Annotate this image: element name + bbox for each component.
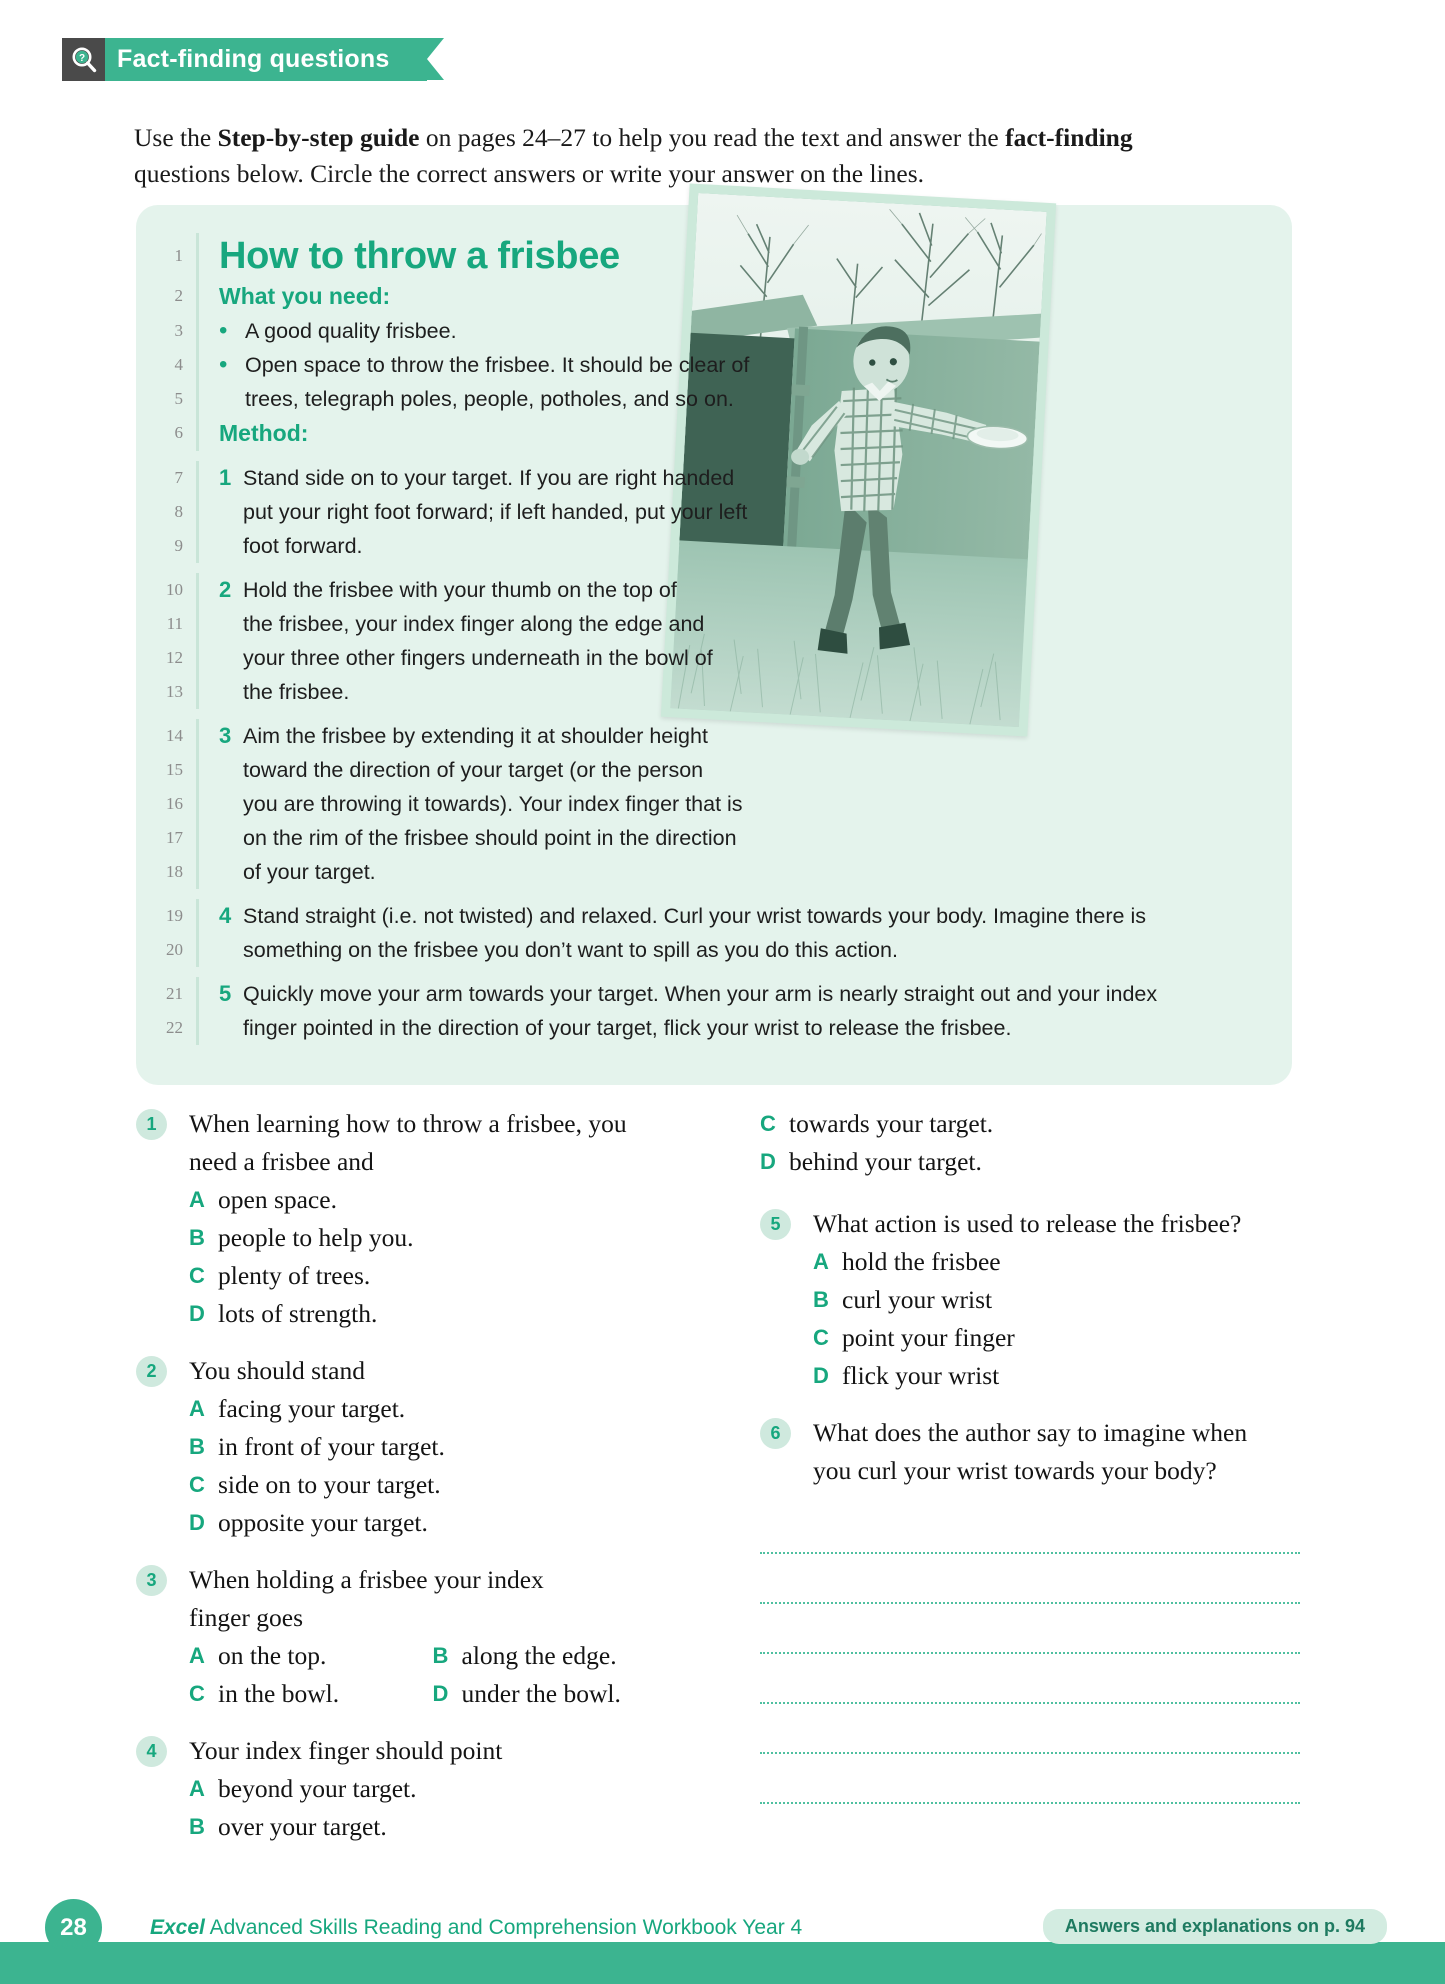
option-b[interactable] [189,1808,676,1846]
option-b[interactable] [433,1637,677,1675]
need-text: Open space to throw the frisbee. It should be clear of [245,353,750,377]
passage-line [154,899,1272,933]
question-text-line: need a frisbee and [189,1147,374,1176]
option-text: hold the frisbee [842,1247,1001,1276]
option-letter: A [189,1643,205,1668]
option-d[interactable] [813,1357,1300,1395]
option-a[interactable] [813,1243,1300,1281]
option-letter: B [189,1814,205,1839]
question-text [167,1561,676,1637]
question-text-line: finger goes [189,1603,304,1632]
line-number: 1 [174,246,183,265]
footer-bar [0,1942,1445,1984]
question-text-line: When learning how to throw a frisbee, you [189,1109,627,1138]
options-list [136,1637,676,1713]
option-d[interactable] [760,1143,1300,1181]
option-text: facing your target. [218,1394,406,1423]
footer-book-title [150,1916,802,1940]
option-letter: D [760,1149,776,1174]
step-text-cont: you are throwing it towards). Your index finger that is [243,792,743,816]
option-d[interactable] [189,1295,676,1333]
option-letter: D [813,1363,829,1388]
step-text: Quickly move your arm towards your target. When your arm is nearly straight out and your index [243,982,1158,1006]
question-number-badge: 3 [136,1565,167,1596]
brand-name: Excel [150,1916,205,1939]
option-letter: B [813,1287,829,1312]
answer-line[interactable] [760,1754,1300,1804]
option-c[interactable] [189,1257,676,1295]
page-title: Fact-finding questions [117,45,390,73]
option-letter: C [189,1472,205,1497]
option-letter: C [813,1325,829,1350]
line-number: 14 [166,726,183,745]
question-5 [760,1205,1300,1395]
option-letter: A [189,1396,205,1421]
option-text: lots of strength. [218,1299,378,1328]
option-text: flick your wrist [842,1361,1000,1390]
instructions [134,120,1239,192]
step-text-cont: the frisbee, your index finger along the edge and [243,612,705,636]
answer-line[interactable] [760,1554,1300,1604]
answer-line[interactable] [760,1654,1300,1704]
line-number: 18 [166,862,183,881]
option-text: plenty of trees. [218,1261,371,1290]
question-3 [136,1561,676,1713]
passage-line [154,607,1272,641]
question-text [167,1732,676,1770]
question-text [167,1352,676,1390]
line-number: 21 [166,984,183,1003]
step-number: 1 [219,465,232,490]
line-number: 8 [174,502,183,521]
intro-bold-guide: Step-by-step guide [217,123,420,152]
bullet-icon: • [219,351,228,378]
options-list [136,1390,676,1542]
option-text: along the edge. [461,1641,617,1670]
passage-line [154,382,1272,416]
passage-line [154,1011,1272,1045]
option-text: over your target. [218,1812,387,1841]
option-c[interactable] [760,1105,1300,1143]
line-number: 15 [166,760,183,779]
option-c[interactable] [189,1675,433,1713]
option-letter: B [432,1643,449,1668]
line-number: 12 [166,648,183,667]
step-text-cont: the frisbee. [243,680,350,704]
option-text: towards your target. [789,1109,994,1138]
question-text-line: You should stand [189,1356,365,1385]
answer-line[interactable] [760,1504,1300,1554]
question-number-badge: 6 [760,1418,791,1449]
intro-text-c: on pages 24–27 to help you read the text and answer the [419,123,1006,152]
line-number: 5 [174,389,183,408]
header-banner [103,38,427,81]
question-text-line: What does the author say to imagine when [813,1418,1248,1447]
passage-line [154,573,1272,607]
step-text-cont: finger pointed in the direction of your target, flick your wrist to release the frisbee. [243,1016,1012,1040]
line-number: 3 [174,321,183,340]
heading-method: Method: [219,420,309,446]
method-step [219,573,1272,607]
option-c[interactable] [189,1466,676,1504]
question-text [791,1414,1300,1490]
option-b[interactable] [813,1281,1300,1319]
option-a[interactable] [189,1181,676,1219]
passage-line [154,933,1272,967]
option-text: side on to your target. [218,1470,441,1499]
line-number: 16 [166,794,183,813]
option-text: on the top. [218,1641,327,1670]
need-bullet [219,314,1272,348]
intro-line2: questions below. Circle the correct answers or write your answer on the lines. [134,159,925,188]
option-letter: C [760,1111,776,1136]
step-text-cont: foot forward. [243,534,363,558]
options-list [136,1770,676,1846]
passage-line [154,787,1272,821]
option-text: under the bowl. [461,1679,621,1708]
line-number: 2 [174,286,183,305]
option-text: people to help you. [218,1223,414,1252]
option-b[interactable] [189,1219,676,1257]
passage-line [154,529,1272,563]
passage-line [154,495,1272,529]
passage-line [154,855,1272,889]
question-text-line: What action is used to release the frisbee? [813,1209,1242,1238]
questions-column-left [136,1105,676,1865]
question-4-continued [760,1105,1300,1181]
question-text [791,1205,1300,1243]
passage-line [154,279,1272,314]
option-text: open space. [218,1185,337,1214]
passage-title: How to throw a frisbee [219,235,620,277]
option-text: beyond your target. [218,1774,417,1803]
passage-line [154,461,1272,495]
option-d[interactable] [433,1675,677,1713]
method-step [219,719,1272,753]
method-step [219,461,1272,495]
option-letter: D [432,1681,449,1706]
option-b[interactable] [189,1428,676,1466]
page-number: 28 [45,1899,102,1956]
passage-content [154,233,1272,1075]
line-number: 6 [174,423,183,442]
line-number: 22 [166,1018,183,1037]
option-a[interactable] [189,1390,676,1428]
question-number-badge: 1 [136,1109,167,1140]
answers-note: Answers and explanations on p. 94 [1043,1909,1387,1944]
step-number: 2 [219,577,232,602]
options-list [136,1181,676,1333]
question-text-line: you curl your wrist towards your body? [813,1456,1217,1485]
question-6 [760,1414,1300,1804]
intro-text-a: Use the [134,123,218,152]
step-text-cont: put your right foot forward; if left handed, put your left [243,500,748,524]
passage-line [154,641,1272,675]
question-number-badge: 5 [760,1209,791,1240]
page-header [62,38,427,81]
passage-line [154,753,1272,787]
line-number: 7 [174,468,183,487]
option-text: behind your target. [789,1147,982,1176]
question-2 [136,1352,676,1542]
option-a[interactable] [189,1637,433,1675]
question-text-line: When holding a frisbee your index [189,1565,544,1594]
option-letter: A [189,1187,205,1212]
line-number: 11 [166,614,183,633]
answer-lines [760,1504,1300,1804]
intro-bold-factfinding: fact-finding [1005,123,1133,152]
passage-line [154,233,1272,279]
svg-text:?: ? [78,52,85,64]
question-text-line: Your index finger should point [189,1736,503,1765]
option-text: in front of your target. [218,1432,445,1461]
option-letter: C [189,1263,205,1288]
option-c[interactable] [813,1319,1300,1357]
step-text: Stand straight (i.e. not twisted) and relaxed. Curl your wrist towards your body. Imagine there is [243,904,1147,928]
answer-line[interactable] [760,1604,1300,1654]
line-number: 10 [166,580,183,599]
step-text-cont: something on the frisbee you don’t want to spill as you do this action. [243,938,898,962]
passage-box [136,205,1292,1085]
heading-what-you-need: What you need: [219,283,391,309]
bullet-icon: • [219,317,228,344]
line-number: 19 [166,906,183,925]
question-number-badge: 2 [136,1356,167,1387]
passage-line [154,348,1272,382]
option-letter: A [189,1776,205,1801]
line-number: 13 [166,682,183,701]
option-text: curl your wrist [842,1285,993,1314]
method-step [219,899,1272,933]
need-text-cont: trees, telegraph poles, people, potholes, and so on. [245,387,734,411]
question-4 [136,1732,676,1846]
option-letter: B [189,1225,205,1250]
passage-line [154,314,1272,348]
method-step [219,977,1272,1011]
option-text: point your finger [842,1323,1015,1352]
passage-line [154,416,1272,451]
step-number: 4 [219,903,232,928]
line-number: 17 [166,828,183,847]
step-text-cont: on the rim of the frisbee should point in the direction [243,826,737,850]
search-question-icon [62,38,105,81]
questions-column-right [760,1105,1300,1823]
option-letter: D [189,1301,205,1326]
need-bullet [219,348,1272,382]
line-number: 20 [166,940,183,959]
step-number: 3 [219,723,232,748]
options-list [760,1105,1300,1181]
step-text: Stand side on to your target. If you are right handed [243,466,735,490]
line-number: 9 [174,536,183,555]
option-letter: D [189,1510,205,1535]
question-number-badge: 4 [136,1736,167,1767]
option-letter: B [189,1434,205,1459]
step-text: Aim the frisbee by extending it at shoulder height [243,724,708,748]
answer-line[interactable] [760,1704,1300,1754]
passage-line [154,977,1272,1011]
book-title: Advanced Skills Reading and Comprehension Workbook Year 4 [204,1916,803,1939]
option-letter: C [189,1681,205,1706]
step-text-cont: your three other fingers underneath in the bowl of [243,646,713,670]
need-text: A good quality frisbee. [245,319,457,343]
option-text: opposite your target. [218,1508,428,1537]
step-text-cont: of your target. [243,860,376,884]
step-number: 5 [219,981,232,1006]
question-text [167,1105,676,1181]
step-text: Hold the frisbee with your thumb on the top of [243,578,677,602]
option-text: in the bowl. [218,1679,340,1708]
passage-line [154,821,1272,855]
option-d[interactable] [189,1504,676,1542]
option-a[interactable] [189,1770,676,1808]
question-1 [136,1105,676,1333]
step-text-cont: toward the direction of your target (or the person [243,758,704,782]
passage-line [154,675,1272,709]
passage-line [154,719,1272,753]
options-list [760,1243,1300,1395]
line-number: 4 [174,355,183,374]
option-letter: A [813,1249,829,1274]
